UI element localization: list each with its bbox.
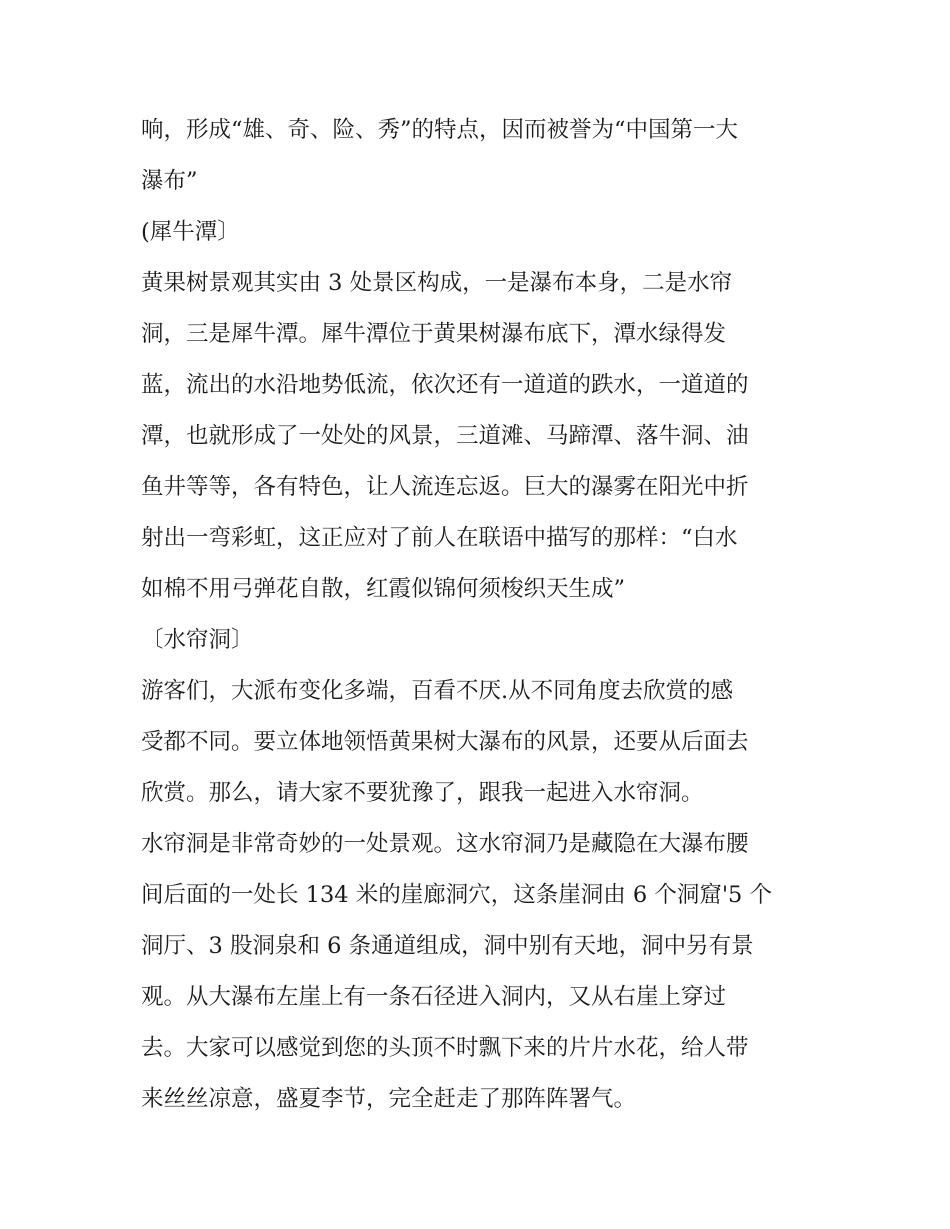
text-line: 欣赏。那么，请大家不要犹豫了，跟我一起进入水帘洞。	[141, 780, 704, 806]
section-heading-water-curtain-cave: 〔水帘洞〕	[141, 627, 254, 653]
text-line: 响，形成“雄、奇、险、秀”的特点，因而被誉为“中国第一大	[141, 117, 739, 143]
text-line: 洞厅、3 股洞泉和 6 条通道组成，洞中别有天地，洞中另有景	[141, 933, 754, 959]
text-line: 游客们，大派布变化多端，百看不厌.从不同角度去欣赏的感	[141, 678, 734, 704]
text-line: 如棉不用弓弹花自散，红霞似锦何须梭织天生成”	[141, 576, 626, 602]
text-line: 去。大家可以感觉到您的头顶不时飘下来的片片水花，给人带	[141, 1035, 749, 1061]
text-line: 来丝丝凉意，盛夏李节，完全赶走了那阵阵署气。	[141, 1086, 637, 1112]
text-line: 间后面的一处长 134 米的崖廊洞穴，这条崖洞由 6 个洞窟'5 个	[141, 882, 773, 908]
text-line: 黄果树景观其实由 3 处景区构成，一是瀑布本身，二是水帘	[141, 270, 733, 296]
document-page	[141, 105, 821, 1125]
text-line: 潭，也就形成了一处处的风景，三道滩、马蹄潭、落牛洞、油	[141, 423, 749, 449]
text-line: 洞，三是犀牛潭。犀牛潭位于黄果树瀑布底下，潭水绿得发	[141, 321, 727, 347]
text-line: 水帘洞是非常奇妙的一处景观。这水帘洞乃是藏隐在大瀑布腰	[141, 831, 749, 857]
text-line: 鱼井等等，各有特色，让人流连忘返。巨大的瀑雾在阳光中折	[141, 474, 749, 500]
text-line: 受都不同。要立体地领悟黄果树大瀑布的风景，还要从后面去	[141, 729, 749, 755]
text-line: 射出一弯彩虹，这正应对了前人在联语中描写的那样：“白水	[141, 525, 738, 551]
section-heading-rhino-pool: (犀牛潭〕	[141, 219, 240, 245]
text-line: 观。从大瀑布左崖上有一条石径进入洞内，又从右崖上穿过	[141, 984, 727, 1010]
text-line: 蓝，流出的水沿地势低流，依次还有一道道的跌水，一道道的	[141, 372, 749, 398]
text-line: 瀑布”	[141, 168, 198, 194]
